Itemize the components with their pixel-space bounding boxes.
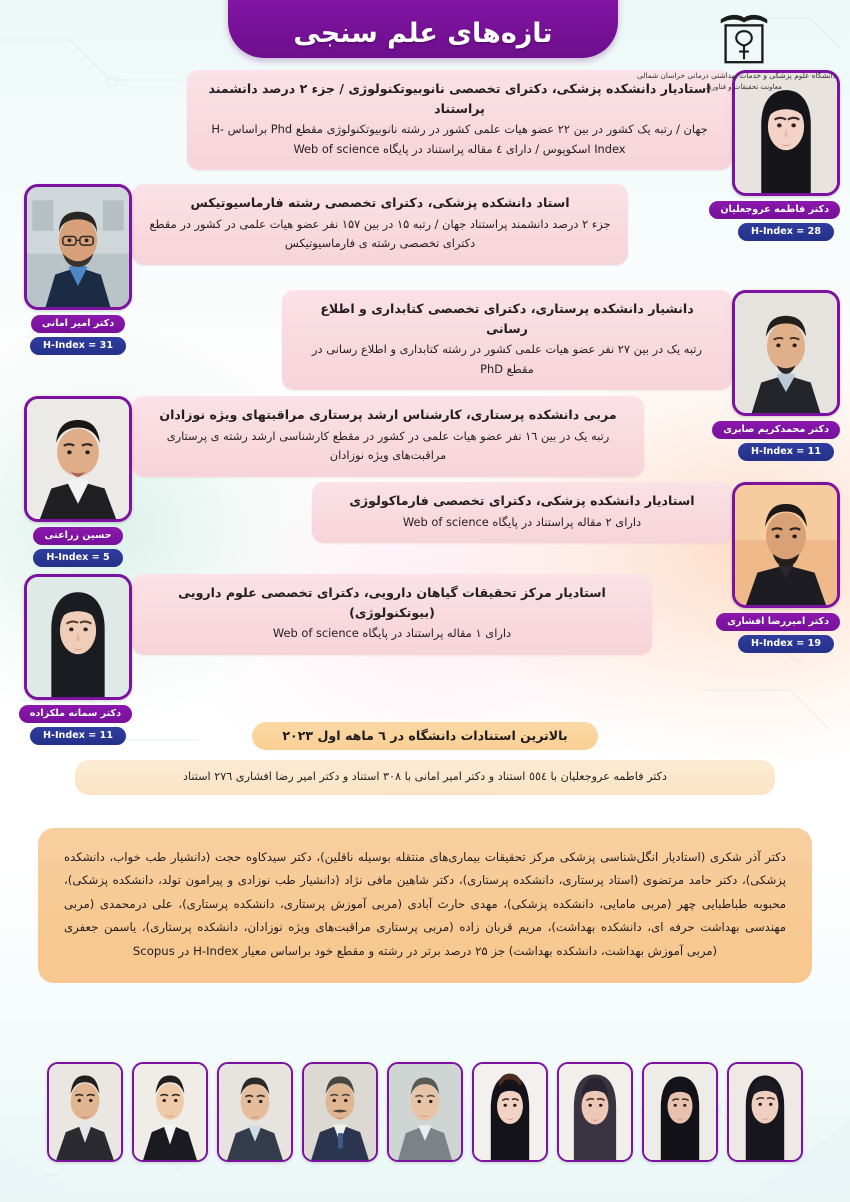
title-banner [228,0,618,58]
scientist-title: مربی دانشکده پرستاری، کارشناس ارشد پرستاری مراقبتهای ویژه نوزادان [159,407,617,422]
portrait-image [735,293,837,413]
strip-portrait-5 [389,1064,461,1160]
portrait-image [735,485,837,605]
photo-card [723,290,840,461]
scientist-details: جزء ۲ درصد دانشمند پراستناد جهان / رتبه ۱۵ در بین ۱۵۷ نفر عضو هیات علمی در کشور در مقطع دکترای تخصصی رشته ی فارماسیوتیکس [149,216,611,251]
university-logo-block [637,6,836,92]
strip-portrait-card [727,1062,803,1162]
citations-heading: بالاترین استنادات دانشگاه در ٦ ماهه اول ۲۰۲۳ [252,722,597,750]
strip-portrait-1 [729,1064,801,1160]
strip-portrait-3 [559,1064,631,1160]
scientist-title: استادیار دانشکده پزشکی، دکترای تخصصی نانوبیوتکنولوژی / جزء ۲ درصد دانشمند پراستناد [208,81,711,116]
strip-portrait-card [217,1062,293,1162]
strip-portrait-6 [304,1064,376,1160]
strip-portrait-card [132,1062,208,1162]
portrait-image [27,187,129,307]
strip-portrait-2 [644,1064,716,1160]
poster-header [0,0,850,91]
scientist-details: دارای ۱ مقاله پراستناد در پایگاه Web of science [272,626,512,641]
hindex-badge: H-Index = 11 [30,727,126,745]
hindex-badge: H-Index = 5 [33,549,122,567]
scientist-details: رتبه یک در بین ۱٦ نفر عضو هیات علمی در کشور در مقطع کارشناسی ارشد رشته ی پرستاری مراقبت‌های ویژه نوزادان [166,428,610,463]
hindex-badge: H-Index = 11 [738,443,834,461]
citations-section [0,722,850,795]
strip-portrait-card [47,1062,123,1162]
citations-detail: دکتر فاطمه عروجعلیان با ٥٥٤ استناد و دکتر امیر امانی با ۳۰۸ استناد و دکتر امیر رضا افشاری ۲۷٦ استناد [75,760,775,795]
scientist-title: استاد دانشکده پزشکی، دکترای تخصصی رشته فارماسیوتیکس [190,195,570,210]
scientist-details: دارای ۲ مقاله پراستناد در پایگاه Web of science [402,514,642,529]
hindex-badge: H-Index = 19 [738,635,834,653]
strip-portrait-9 [49,1064,121,1160]
hindex-badge: H-Index = 31 [30,337,126,355]
scientist-name: حسین زراعتی [33,527,122,545]
portrait-frame [732,482,840,608]
portrait-image [27,577,129,697]
info-card [132,184,628,265]
photo-card [24,574,132,745]
hindex-badge: H-Index = 28 [738,223,834,241]
scientist-details: جهان / رتبه یک کشور در بین ۲۲ عضو هیات علمی کشور در رشته نانوبیوتکنولوژی مقطع Phd براساس H-Index اسکوپوس / دارای ٤ مقاله پراستناد در پایگاه Web of science [211,122,708,156]
info-card [187,70,732,170]
strip-portrait-card [472,1062,548,1162]
scientist-title: استادیار دانشکده پزشکی، دکترای تخصصی فارماکولوژی [349,493,695,508]
scientist-name: دکتر سمانه ملکزاده [19,705,132,723]
photo-card [24,184,132,355]
university-name-line-1: دانشگاه علوم پزشکی و خدمات بهداشتی درمانی خراسان شمالی [637,71,836,80]
scientist-title: استادیار مرکز تحقیقات گیاهان دارویی، دکترای تخصصی علوم دارویی (بیوتکنولوژی) [178,585,606,620]
portrait-frame [732,290,840,416]
info-card [312,482,732,543]
page-title: تازه‌های علم سنجی [293,18,553,50]
strip-portrait-4 [474,1064,546,1160]
university-name-line-2: معاونت تحقیقات و فناوری [706,82,782,91]
scientist-name: دکتر محمدکریم صابری [712,421,840,439]
scientist-name: دکتر فاطمه عروجعلیان [709,201,840,219]
top-25-percent-block: دکتر آذر شکری (استادیار انگل‌شناسی پزشکی مرکز تحقیقات بیماری‌های منتقله بوسیله ناقلین)، دکتر سیدکاوه حجت (دانشیار طب خواب، دانشکده پزشکی)، دکتر حامد مرتضوی (استاد پرستاری، دانشکده پرستاری)، دکتر شاهین مافی نژاد (دانشیار طب نوزادی و پیرامون تولد، دانشکده پزشکی)، محبوبه طباطبایی چهر (مربی مامایی، دانشکده پزشکی)، مهدی حارث آبادی (مربی آموزش پرستاری، دانشکده پرستاری)، علی درمحمدی (مربی مهندسی بهداشت حرفه ای، دانشکده بهداشت)، مریم قربان زاده (مربی پرستاری مراقبت‌های ویژه نوزادان، دانشکده پرستاری)، یاسمن جعفری (مربی آموزش بهداشت، دانشکده بهداشت) جز ۲۵ درصد برتر در رشته و مقطع خود براساس معیار H-Index در Scopus [38,828,812,983]
scientist-row [24,574,662,745]
strip-portrait-card [642,1062,718,1162]
photo-card [720,70,840,241]
info-card [282,290,732,390]
scientist-title: دانشیار دانشکده پرستاری، دکترای تخصصی کتابداری و اطلاع رسانی [320,301,694,336]
photo-card [24,396,132,567]
bottom-photo-strip [0,1062,850,1162]
strip-portrait-card [302,1062,378,1162]
strip-portrait-card [387,1062,463,1162]
scientist-details: رتبه یک در بین ۲۷ نفر عضو هیات علمی کشور در رشته کتابداری و اطلاع رسانی در مقطع PhD [312,342,702,376]
portrait-frame [24,574,132,700]
university-book-emblem-icon [713,6,775,68]
scientist-name: دکتر امیر امانی [31,315,125,333]
strip-portrait-8 [134,1064,206,1160]
strip-portrait-7 [219,1064,291,1160]
scientist-name: دکتر امیررضا افشاری [716,613,840,631]
info-card [132,396,644,477]
strip-portrait-card [557,1062,633,1162]
portrait-image [27,399,129,519]
info-card [132,574,652,655]
portrait-frame [24,184,132,310]
photo-card [727,482,840,653]
portrait-frame [24,396,132,522]
